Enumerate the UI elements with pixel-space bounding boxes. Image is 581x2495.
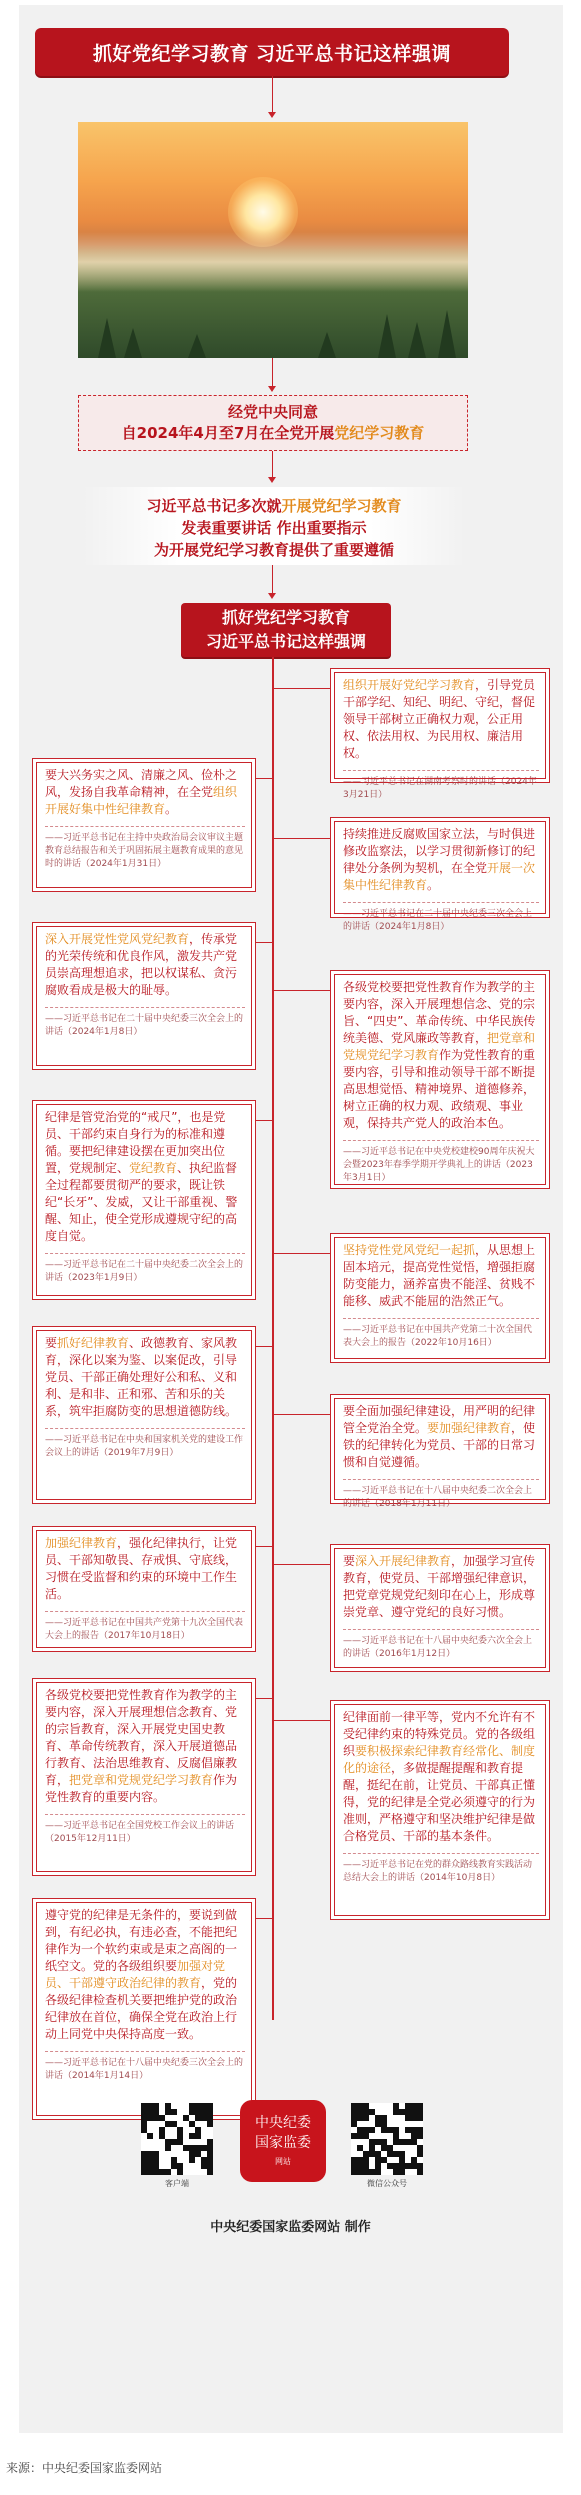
agreement-line-1: 经党中央同意 [227,403,318,421]
flow-line [272,358,273,388]
quote-card-right-7 [330,1700,550,1920]
quote-text: 要深入开展纪律教育，加强学习宣传教育，使党员、干部增强纪律意识，把党章党规党纪刻印在心上，形成尊崇党章、遵守党纪的良好习惯。 [343,1554,536,1619]
connector [274,1720,330,1721]
qr-module [417,2169,423,2175]
tree [378,314,396,358]
quote-card-right-5 [330,1394,550,1509]
flow-arrow [268,386,276,392]
tree [408,322,426,358]
intro-highlight: 开展党纪学习教育 [281,497,402,515]
tree [438,310,456,358]
quote-card-left-7 [32,1898,256,2120]
qr-module [363,2115,369,2121]
connector [256,942,272,943]
timeline-spine [272,657,274,2020]
subtitle-banner [181,603,391,657]
connector [274,1564,330,1565]
qr-module [165,2169,171,2175]
flow-arrow [268,112,276,118]
quote-card-left-2 [32,922,256,1070]
connector [256,1546,272,1547]
qr-module [189,2157,195,2163]
quote-source: ——习近平总书记在十八届中央纪委六次全会上的讲话（2016年1月12日） [343,1629,539,1661]
qr-module [369,2127,375,2133]
flow-line [272,451,273,479]
quote-card-left-6 [32,1678,256,1876]
quote-text: 持续推进反腐败国家立法，与时俱进修改监察法，以学习贯彻新修订的纪律处分条例为契机，在全党开展一次集中性纪律教育。 [343,827,536,892]
quote-source: ——习近平总书记在中国共产党第二十次全国代表大会上的报告（2022年10月16日） [343,1318,539,1350]
qr-module [417,2133,423,2139]
connector [274,1414,330,1415]
connector [256,778,272,779]
qr-module [147,2133,153,2139]
quote-source: ——习近平总书记在二十届中央纪委二次全会上的讲话（2023年1月9日） [45,1253,245,1285]
qr-module [417,2115,423,2121]
intro-line-3: 为开展党纪学习教育提供了重要遵循 [153,541,394,559]
qr-module [207,2121,213,2127]
quote-text: 纪律是管党治党的“戒尺”，也是党员、干部约束自身行为的标准和遵循。要把纪律建设摆在更加突出位置，党规制定、党纪教育、执纪监督全过程都要贯彻严的要求，既让铁纪“长牙”、发威，又让干部重视、警醒、知止，使全党形成遵规守纪的高度自觉。 [45,1110,238,1243]
quote-text: 各级党校要把党性教育作为教学的主要内容，深入开展理想信念、党的宗旨、“四史”、革命传统、中华民族传统美德、党风廉政等教育，把党章和党规党纪学习教育作为党性教育的重要内容，引导和推动领导干部不断提高思想觉悟、精神境界、道德修养，树立正确的权力观、政绩观、事业观，保持共产党人的政治本色。 [343,980,536,1130]
quote-text: 深入开展党性党风党纪教育，传承党的光荣传统和优良作风，激发共产党员崇高理想追求，把以权谋私、贪污腐败看成是极大的耻辱。 [45,932,238,997]
quote-source: ——习近平总书记在二十届中央纪委三次全会上的讲话（2024年1月8日） [45,1007,245,1039]
quote-card-right-3 [330,970,550,1189]
quote-text: 各级党校要把党性教育作为教学的主要内容，深入开展理想信念教育、党的宗旨教育，深入开展党史国史教育、革命传统教育，深入开展道德品行教育、法治思维教育、反腐倡廉教育，把党章和党规党纪学习教育作为党性教育的重要内容。 [45,1688,238,1804]
subtitle-line-2: 习近平总书记这样强调 [205,632,366,651]
quote-source: ——习近平总书记在全国党校工作会议上的讲话（2015年12月11日） [45,1814,245,1846]
quote-card-left-4 [32,1326,256,1504]
qr-module [165,2145,171,2151]
intro-line-1: 习近平总书记多次就开展党纪学习教育 [146,497,402,515]
connector [256,1698,272,1699]
quote-source: ——习近平总书记在党的群众路线教育实践活动总结大会上的讲话（2014年10月8日） [343,1853,539,1885]
quote-text: 遵守党的纪律是无条件的，要说到做到，有纪必执，有违必查，不能把纪律作为一个软约束或是束之高阁的一纸空文。党的各级组织要加强对党员、干部遵守政治纪律的教育，党的各级纪律检查机关要把维护党的政治纪律放在首位，确保全党在政治上行动上同党中央保持高度一致。 [45,1908,238,2041]
quote-source: ——习近平总书记在二十届中央纪委三次全会上的讲话（2024年1月8日） [343,902,539,934]
connector [274,1253,330,1254]
tree [124,328,142,358]
agreement-highlight: 党纪学习教育 [334,424,425,442]
quote-source: ——习近平总书记在十八届中央纪委二次全会上的讲话（2018年1月11日） [343,1479,539,1511]
qr-module [207,2169,213,2175]
quote-card-left-5 [32,1526,256,1652]
connector [256,1918,272,1919]
flow-arrow [268,477,276,483]
quote-source: ——习近平总书记在主持中央政治局会议审议主题教育总结报告和关于巩固拓展主题教育成果的意见时的讲话（2024年1月31日） [45,826,245,871]
connector [274,688,330,689]
quote-card-right-6 [330,1544,550,1672]
quote-source: ——习近平总书记在十八届中央纪委三次全会上的讲话（2014年1月14日） [45,2051,245,2083]
qr-module [195,2133,201,2139]
flow-line [272,76,273,114]
connector [256,1120,272,1121]
subtitle-line-1: 抓好党纪学习教育 [221,608,350,627]
qr-label-client: 客户端 [165,2179,189,2188]
quote-text: 要抓好纪律教育、政德教育、家风教育，深化以案为鉴、以案促改，引导党员、干部正确处理好公和私、义和利、是和非、正和邪、苦和乐的关系，筑牢拒腐防变的思想道德防线。 [45,1336,238,1418]
quote-text: 加强纪律教育，强化纪律执行，让党员、干部知敬畏、存戒惧、守底线，习惯在受监督和约束的环境中工作生活。 [45,1536,238,1601]
connector [256,1346,272,1347]
quote-source: ——习近平总书记在中央党校建校90周年庆祝大会暨2023年春季学期开学典礼上的讲话（2023年3月1日） [343,1140,539,1185]
qr-code-client[interactable] [141,2103,213,2175]
agreement-line-2: 自2024年4月至7月在全党开展党纪学习教育 [121,424,425,442]
tree [98,318,116,358]
qr-module [177,2169,183,2175]
flow-arrow [268,593,276,599]
quote-source: ——习近平总书记在中国共产党第十九次全国代表大会上的报告（2017年10月18日） [45,1611,245,1643]
quote-text: 纪律面前一律平等，党内不允许有不受纪律约束的特殊党员。党的各级组织要积极探索纪律教育经常化、制度化的途径，多做提醒提醒和教育提醒，挺纪在前，让党员、干部真正懂得，党的纪律是全党必须遵守的行为准则，严格遵守和坚决维护纪律是做合格党员、干部的基本条件。 [343,1710,536,1843]
quote-source: ——习近平总书记在湖南考察时的讲话（2024年3月21日） [343,770,539,802]
connector [274,990,330,991]
intro-text [82,487,466,565]
quote-card-left-1 [32,758,256,892]
main-title-banner [35,28,509,76]
maker-credit: 中央纪委国家监委网站 制作 [210,2220,371,2235]
qr-label-wechat: 微信公众号 [367,2179,407,2188]
qr-module [375,2169,381,2175]
quote-text: 要大兴务实之风、清廉之风、俭朴之风，发扬自我革命精神，在全党组织开展好集中性纪律教育。 [45,768,238,816]
qr-code-wechat[interactable] [351,2103,423,2175]
site-logo: 中央纪委 国家监委 网站 [240,2100,326,2182]
qr-module [417,2151,423,2157]
quote-text: 组织开展好党纪学习教育，引导党员干部学纪、知纪、明纪、守纪，督促领导干部树立正确权力观，公正用权、依法用权、为民用权、廉洁用权。 [343,678,536,760]
quote-card-left-3 [32,1100,256,1300]
tree [188,334,206,358]
qr-module [399,2169,405,2175]
agreement-box [78,395,468,451]
source-note: 来源：中央纪委国家监委网站 [6,2461,163,2475]
quote-text: 坚持党性党风党纪一起抓，从思想上固本培元，提高党性觉悟，增强拒腐防变能力，涵养富贵不能淫、贫贱不能移、威武不能屈的浩然正气。 [343,1243,536,1308]
sunrise-landscape-image [78,122,468,358]
main-title: 抓好党纪学习教育 习近平总书记这样强调 [92,42,452,65]
quote-text: 要全面加强纪律建设，用严明的纪律管全党治全党。要加强纪律教育，使铁的纪律转化为党员、干部的日常习惯和自觉遵循。 [343,1404,536,1469]
quote-card-right-1 [330,668,550,800]
tree [318,332,336,358]
intro-line-2: 发表重要讲话 作出重要指示 [181,519,367,537]
mist [78,232,468,292]
connector [274,838,330,839]
quote-card-right-2 [330,817,550,932]
quote-source: ——习近平总书记在中央和国家机关党的建设工作会议上的讲话（2019年7月9日） [45,1428,245,1460]
flow-line [272,565,273,595]
qr-module [171,2109,177,2115]
quote-card-right-4 [330,1233,550,1363]
